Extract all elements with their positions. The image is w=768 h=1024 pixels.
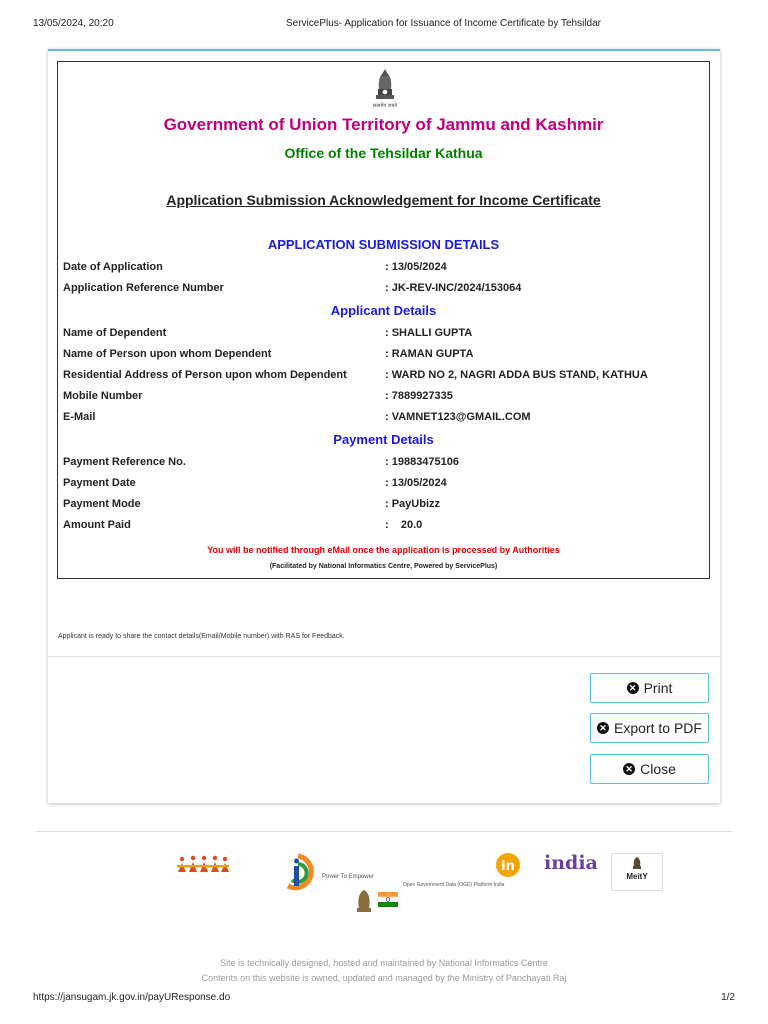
detail-row xyxy=(63,477,704,493)
national-emblem-icon xyxy=(357,890,371,912)
indian-flag-icon xyxy=(378,892,398,907)
detail-label: Payment Reference No. xyxy=(63,456,186,468)
ogd-text: Open Government Data (OGD) Platform India xyxy=(403,882,505,888)
page-number: 1/2 xyxy=(721,992,735,1003)
acknowledgement-title: Application Submission Acknowledgement for Income Certificate xyxy=(166,192,601,208)
detail-label: Amount Paid xyxy=(63,519,131,531)
print-button-label: Print xyxy=(643,680,673,696)
detail-label: Application Reference Number xyxy=(63,282,224,294)
detail-value: : SHALLI GUPTA xyxy=(385,327,473,339)
digital-india-icon xyxy=(280,852,320,892)
notification-message: You will be notified through eMail once the application is processed by Authorities xyxy=(207,545,560,555)
payment-details-heading: Payment Details xyxy=(333,432,434,447)
times-circle-icon: ✕ xyxy=(623,763,635,775)
detail-row xyxy=(63,456,704,472)
print-datetime: 13/05/2024, 20:20 xyxy=(33,18,114,29)
office-name: Office of the Tehsildar Kathua xyxy=(284,145,483,161)
detail-value: : 19883475106 xyxy=(385,456,460,468)
divider xyxy=(48,656,720,657)
footer-divider xyxy=(36,831,732,832)
ogd-logo[interactable] xyxy=(403,852,528,892)
detail-row xyxy=(63,327,704,343)
india-gov-text: india xyxy=(544,852,598,874)
svg-text:in: in xyxy=(501,859,515,874)
detail-label: Payment Mode xyxy=(63,498,141,510)
detail-value: : 20.0 xyxy=(385,519,423,531)
detail-value: : JK-REV-INC/2024/153064 xyxy=(385,282,522,294)
ogd-icon xyxy=(495,852,521,878)
close-button[interactable] xyxy=(590,754,709,784)
india-gov-logo[interactable] xyxy=(544,852,598,882)
detail-row xyxy=(63,519,704,535)
export-pdf-button[interactable] xyxy=(590,713,709,743)
detail-label: Name of Dependent xyxy=(63,327,167,339)
site-credit-line-2: Contents on this website is owned, updated and managed by the Ministry of Panchayati Raj xyxy=(201,973,567,983)
detail-row xyxy=(63,498,704,514)
detail-value: : VAMNET123@GMAIL.COM xyxy=(385,411,531,423)
detail-label: Mobile Number xyxy=(63,390,143,402)
national-emblem-icon xyxy=(370,66,400,110)
emblem-flag-logo xyxy=(353,886,401,920)
detail-value: : WARD NO 2, NAGRI ADDA BUS STAND, KATHUA xyxy=(385,369,648,381)
submission-details-heading: APPLICATION SUBMISSION DETAILS xyxy=(267,237,500,252)
detail-row xyxy=(63,369,704,385)
detail-label: Date of Application xyxy=(63,261,163,273)
detail-label: Residential Address of Person upon whom Dependent xyxy=(63,369,347,381)
detail-value: : 13/05/2024 xyxy=(385,261,447,273)
detail-row xyxy=(63,261,704,277)
meity-text: MeitY xyxy=(626,872,648,881)
site-credit-line-1: Site is technically designed, hosted and maintained by National Informatics Centre xyxy=(220,958,548,968)
detail-row xyxy=(63,390,704,406)
meity-logo[interactable] xyxy=(611,853,663,891)
detail-label: Name of Person upon whom Dependent xyxy=(63,348,272,360)
detail-value: : PayUbizz xyxy=(385,498,441,510)
detail-label: E-Mail xyxy=(63,411,96,423)
feedback-consent-note: Applicant is ready to share the contact details(Email/Mobile number) with RAS for Feedback. xyxy=(58,633,345,640)
detail-value: : RAMAN GUPTA xyxy=(385,348,474,360)
detail-label: Payment Date xyxy=(63,477,136,489)
government-title: Government of Union Territory of Jammu and Kashmir xyxy=(163,115,604,134)
detail-row xyxy=(63,348,704,364)
export-pdf-button-label: Export to PDF xyxy=(614,720,702,736)
print-button[interactable] xyxy=(590,673,709,703)
panchayat-logo[interactable] xyxy=(176,854,230,874)
print-page-title: ServicePlus- Application for Issuance of Income Certificate by Tehsildar xyxy=(286,18,601,29)
digital-india-tagline: Power To Empower xyxy=(322,874,374,880)
acknowledgement-box xyxy=(57,61,710,579)
applicant-details-heading: Applicant Details xyxy=(330,303,437,318)
detail-value: : 7889927335 xyxy=(385,390,453,402)
detail-row xyxy=(63,282,704,298)
detail-row xyxy=(63,411,704,427)
national-emblem-icon xyxy=(631,856,643,870)
acknowledgement-panel xyxy=(48,49,720,803)
page-url: https://jansugam.jk.gov.in/payUResponse.do xyxy=(33,992,231,1003)
detail-value: : 13/05/2024 xyxy=(385,477,447,489)
close-button-label: Close xyxy=(640,761,676,777)
facilitated-note: (Facilitated by National Informatics Centre, Powered by ServicePlus) xyxy=(269,563,498,570)
partner-logos xyxy=(0,850,768,920)
svg-text:सत्यमेव जयते: सत्यमेव जयते xyxy=(372,103,398,109)
times-circle-icon: ✕ xyxy=(597,722,609,734)
times-circle-icon: ✕ xyxy=(627,682,639,694)
